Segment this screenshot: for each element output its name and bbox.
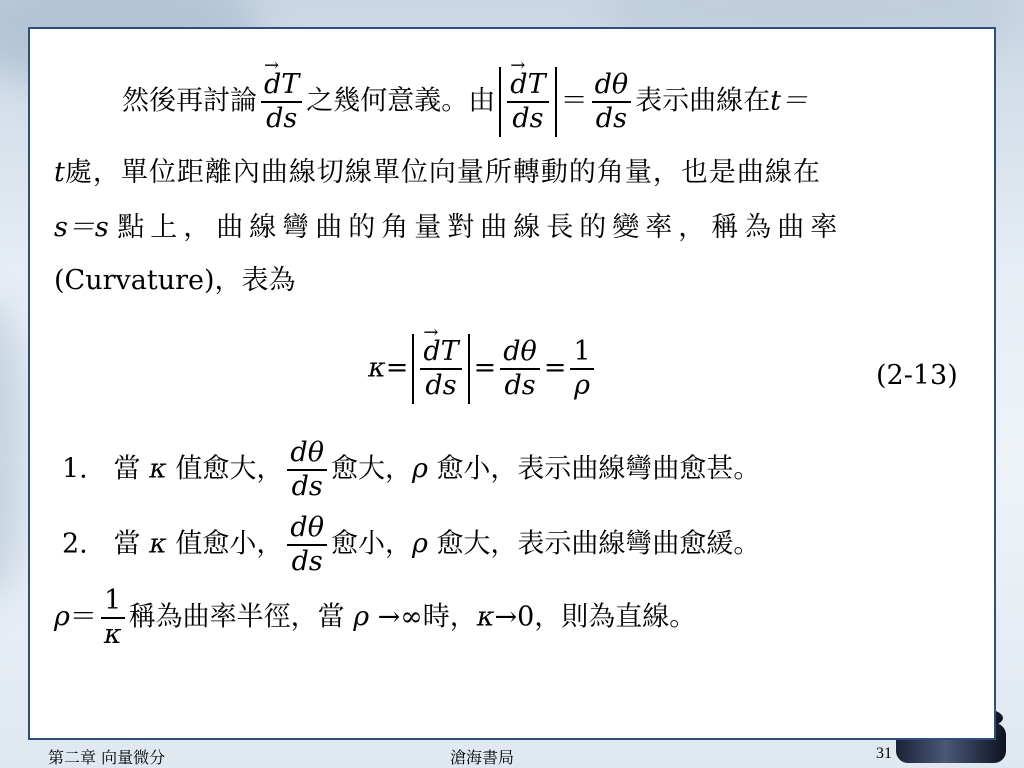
- math-kappa: κ: [149, 528, 167, 560]
- fraction-denominator: ds: [291, 545, 323, 577]
- fraction-numerator: dθ: [503, 336, 537, 367]
- fraction-denominator: ds: [291, 470, 323, 502]
- list-number: 2.: [62, 528, 88, 560]
- math-rho: ρ: [353, 601, 370, 633]
- text: 點上，曲線彎曲的角量對曲線長的變率，稱為曲率: [117, 212, 844, 243]
- math-kappa: κ: [149, 453, 167, 485]
- fraction-dT-ds: [261, 71, 302, 133]
- fraction-dtheta-ds: [592, 71, 632, 133]
- text: 愈小，: [330, 528, 412, 560]
- list-item-1: [62, 439, 760, 501]
- equation-2-13: [368, 334, 598, 404]
- math-rho: ρ: [54, 601, 70, 633]
- math-t: t＝: [770, 85, 808, 117]
- text: →∞時，: [377, 601, 477, 633]
- text: 之幾何意義。由: [306, 85, 496, 117]
- math-kappa: κ: [368, 352, 386, 384]
- equals-sign: =: [473, 352, 497, 384]
- fraction-denominator: ds: [266, 102, 298, 134]
- text: 當: [113, 528, 141, 560]
- fraction-1-rho: [570, 338, 593, 400]
- equals-sign: =: [543, 352, 567, 384]
- math-rho: ρ: [411, 453, 428, 485]
- fraction-dtheta-ds: [287, 439, 327, 501]
- math-kappa: κ: [476, 601, 495, 633]
- fraction-numerator: dθ: [290, 512, 324, 543]
- text: 愈大，表示曲線彎曲愈緩。: [436, 528, 761, 560]
- text: (Curvature)，表為: [54, 265, 296, 296]
- text: 然後再討論: [122, 85, 257, 117]
- fraction-numerator: 1: [573, 336, 591, 367]
- fraction-numerator: dθ: [290, 437, 324, 468]
- fraction-numerator: dθ: [594, 69, 629, 100]
- list-item-3: [54, 587, 696, 649]
- fraction-denominator: ds: [504, 369, 536, 401]
- background-shape: [0, 300, 30, 600]
- fraction-dtheta-ds: [500, 338, 540, 400]
- vector-dT: dT →: [264, 71, 299, 99]
- math-s: s＝s: [54, 212, 109, 243]
- fraction-denominator: ds: [595, 102, 627, 134]
- text: 當: [113, 453, 141, 485]
- math-rho: ρ: [411, 528, 428, 560]
- equation-label: (2-13): [876, 360, 958, 391]
- footer-publisher: 滄海書局: [450, 748, 515, 767]
- absolute-value: [499, 67, 556, 137]
- text: 愈小，表示曲線彎曲愈甚。: [436, 453, 761, 485]
- text: 值愈大，: [175, 453, 284, 485]
- fraction-denominator: κ: [103, 618, 122, 650]
- list-number: 1.: [62, 453, 88, 485]
- content-panel: [28, 27, 996, 740]
- paragraph-line-1: 然後再討論 $\frac{dT \to}{ds}$ 之幾何意義。由 $\frac{dT \to}{ds}$ ＝ $\frac{d\theta}{ds}$ 表示曲線在t＝: [122, 67, 808, 137]
- absolute-value: [412, 334, 469, 404]
- paragraph-line-4: [54, 267, 296, 294]
- fraction-denominator: ds: [425, 369, 457, 401]
- fraction-1-kappa: [101, 587, 125, 649]
- equals-sign: ＝: [69, 601, 97, 633]
- text: 愈大，: [330, 453, 412, 485]
- list-item-2: [62, 514, 760, 576]
- text: 表示曲線在: [635, 85, 771, 117]
- text: 處，單位距離內曲線切線單位向量所轉動的角量，也是曲線在: [64, 157, 821, 188]
- paragraph-line-2: [54, 159, 821, 186]
- equals-sign: =: [385, 352, 409, 384]
- paragraph-line-3: [54, 214, 843, 241]
- text: 值愈小，: [175, 528, 284, 560]
- fraction-denominator: ds: [512, 102, 544, 134]
- text: →0，則為直線。: [494, 601, 697, 633]
- footer-page-number: 31: [876, 745, 892, 762]
- fraction-denominator: ρ: [574, 369, 590, 401]
- math-t: t: [54, 157, 65, 188]
- vector-dT: dT →: [423, 338, 458, 366]
- footer-chapter: 第二章 向量微分: [48, 748, 166, 767]
- fraction-dtheta-ds: [287, 514, 327, 576]
- vector-dT: dT →: [510, 71, 545, 99]
- text: 稱為曲率半徑，當: [128, 601, 345, 633]
- fraction-numerator: 1: [104, 585, 122, 616]
